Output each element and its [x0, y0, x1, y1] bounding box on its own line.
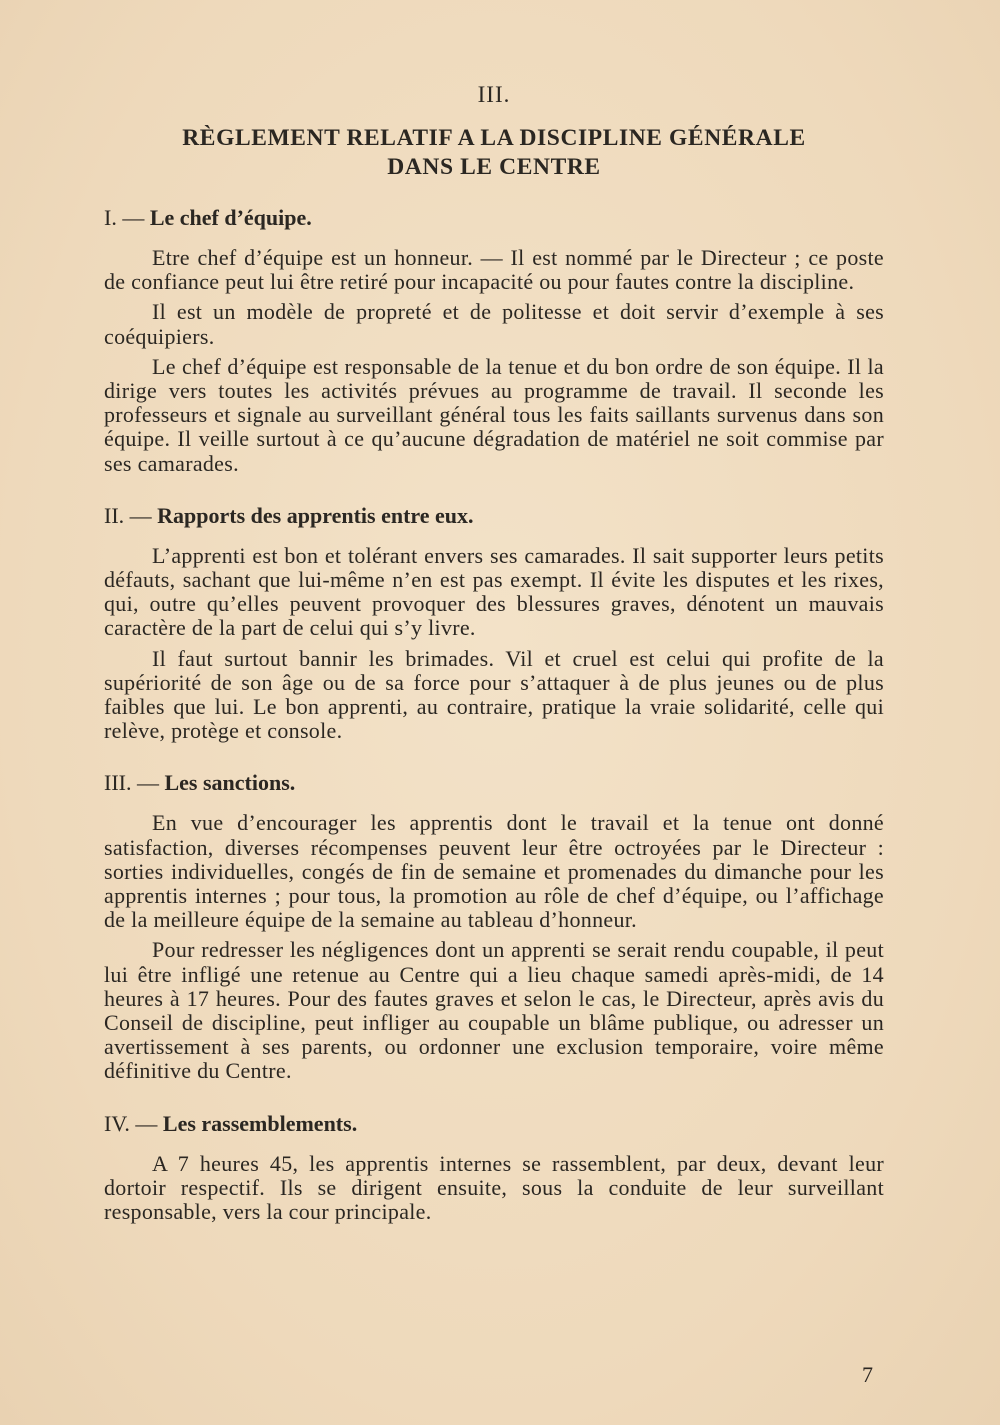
- section-heading: [104, 204, 884, 232]
- section-sanctions: [104, 769, 884, 1083]
- paragraph: Etre chef d’équipe est un honneur. — Il est nommé par le Directeur ; ce poste de confiance peut lui être retiré pour incapacité ou pour fautes contre la discipline.: [104, 245, 884, 295]
- section-chef-equipe: [104, 204, 884, 476]
- section-title: Les rassemblements.: [162, 1110, 358, 1136]
- section-number: IV. —: [104, 1110, 158, 1136]
- section-title: Le chef d’équipe.: [149, 205, 312, 230]
- page-number: 7: [862, 1362, 873, 1387]
- section-title: Les sanctions.: [164, 770, 296, 796]
- section-rapports: [104, 502, 884, 744]
- paragraph: Pour redresser les négligences dont un apprenti se serait rendu coupable, il peut lui être infligé une retenue au Centre qui a lieu chaque samedi après-midi, de 14 heures à 17 heures. Pour des fautes graves et selon le cas, le Directeur, après avis du Conseil de discipline, peut infliger au coupable un blâme publique, ou adresser un avertissement à ses parents, ou ordonner une exclusion temporaire, voire même définitive du Centre.: [104, 937, 884, 1084]
- page-content: [104, 82, 884, 1250]
- section-number: II. —: [104, 502, 152, 528]
- paragraph: L’apprenti est bon et tolérant envers ses camarades. Il sait supporter leurs petits défauts, sachant que lui-même n’en est pas exempt. Il évite les disputes et les rixes, qui, outre qu’elles peuvent provoquer des blessures graves, dénotent un mauvais caractère de la part de celui qui s’y livre.: [104, 542, 884, 641]
- chapter-number: III.: [477, 82, 511, 107]
- paragraph: A 7 heures 45, les apprentis internes se rassemblent, par deux, devant leur dortoir respectif. Ils se dirigent ensuite, sous la conduite de leur surveillant responsable, vers la cour principale.: [104, 1150, 884, 1225]
- section-heading: [104, 769, 884, 797]
- section-heading: [104, 502, 884, 530]
- section-number: I. —: [104, 205, 145, 230]
- section-heading: [104, 1110, 884, 1138]
- title-line-1: RÈGLEMENT RELATIF A LA DISCIPLINE GÉNÉRALE: [182, 125, 806, 151]
- paragraph: Il est un modèle de propreté et de politesse et doit servir d’exemple à ses coéquipiers.: [104, 299, 884, 349]
- title-line-2: DANS LE CENTRE: [387, 154, 601, 180]
- paragraph: Le chef d’équipe est responsable de la tenue et du bon ordre de son équipe. Il la dirige vers toutes les activités prévues au programme de travail. Il seconde les professeurs et signale au surveillant général tous les faits saillants survenus dans son équipe. Il veille surtout à ce qu’aucune dégradation de matériel ne soit commise par ses camarades.: [104, 353, 884, 476]
- section-number: III. —: [104, 770, 159, 796]
- section-rassemblements: [104, 1110, 884, 1225]
- document-title: [104, 124, 884, 182]
- paragraph: En vue d’encourager les apprentis dont le travail et la tenue ont donné satisfaction, diverses récompenses peuvent leur être octroyées par le Directeur : sorties individuelles, congés de fin de semaine et promenades du dimanche pour les apprentis internes ; pour tous, la promotion au rôle de chef d’équipe, ou l’affichage de la meilleure équipe de la semaine au tableau d’honneur.: [104, 810, 884, 933]
- paragraph: Il faut surtout bannir les brimades. Vil et cruel est celui qui profite de la supériorité de son âge ou de sa force pour s’attaquer à de plus jeunes ou de plus faibles que lui. Le bon apprenti, au contraire, pratique la vraie solidarité, celle qui relève, protège et console.: [104, 645, 884, 744]
- section-title: Rapports des apprentis entre eux.: [157, 502, 474, 528]
